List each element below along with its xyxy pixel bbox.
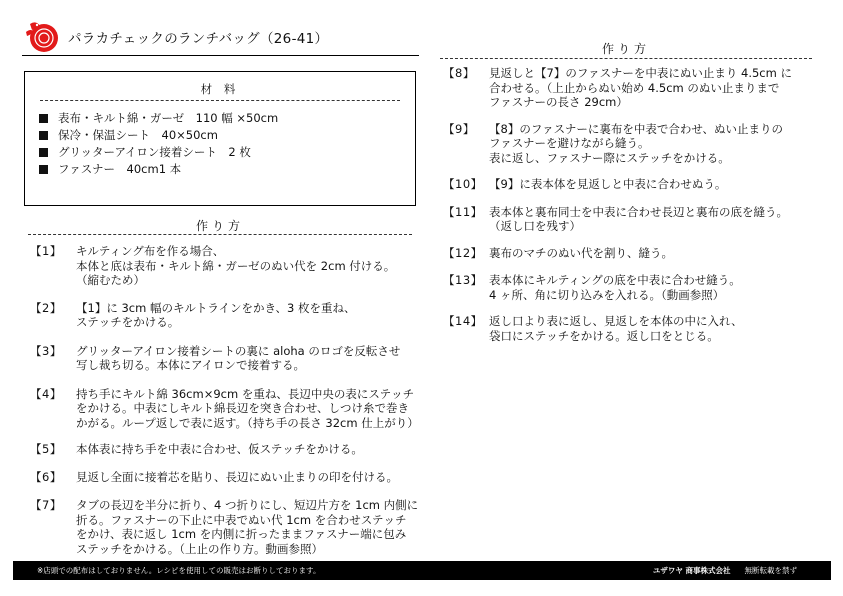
step-number: 【11】 [443,204,483,219]
step-number: 【2】 [30,300,62,315]
step-item [30,470,420,485]
step-line: ステッチをかける。（上止の作り方。動画参照） [76,541,324,556]
company-name: ユザワヤ 商事株式会社 [652,566,731,575]
step-line: 合わせる。（上止からぬい始め 4.5cm のぬい止まりまで [489,80,780,95]
step-number: 【5】 [30,442,62,456]
step-number: 【6】 [30,469,62,484]
step-line: 表に返し、ファスナー際にステッチをかける。 [489,150,730,165]
step-text [76,442,363,457]
instructions-heading-left: 作り方 [195,219,244,233]
step-number: 【12】 [443,245,483,260]
step-text [76,301,356,330]
step-text [489,66,792,110]
square-bullet-icon [39,148,48,157]
step-text [489,177,726,192]
step-line: （返し口を残す） [489,219,581,233]
material-item: 表布・キルト綿・ガーゼ 110 幅 ×50cm [39,110,278,127]
footer-bar [13,561,831,580]
step-text [489,122,783,166]
step-item [30,244,420,288]
materials-box [24,71,416,206]
instructions-divider-right [440,58,812,59]
step-item [30,498,420,556]
instructions-divider-left [28,234,412,235]
step-number: 【3】 [30,343,62,358]
step-line: 表本体と裏布同士を中表に合わせ長辺と裏布の底を縫う。 [489,204,788,219]
materials-divider [40,100,400,101]
material-item: 保冷・保温シート 40×50cm [39,127,278,144]
step-item [30,387,420,431]
step-item [443,66,833,110]
step-line: ステッチをかける。 [76,315,180,329]
step-item [443,205,833,234]
step-line: （縮むため） [76,273,145,287]
copyright-notice: 無断転載を禁ず [744,566,797,575]
step-item [443,314,833,343]
step-text [76,244,395,288]
step-item [30,442,420,457]
step-number: 【13】 [443,273,483,287]
step-line: ファスナーを避けながら縫う。 [489,136,650,150]
step-line: をかける。中表にしキルト綿長辺を突き合わせ、しつけ糸で巻き [76,401,410,415]
materials-list [39,110,278,178]
step-line: 【8】のファスナーに裏布を中表で合わせ、ぬい止まりの [489,121,784,136]
step-line: をかけ、表に返し 1cm を内側に折ったままファスナー端に包み [76,527,407,541]
step-line: 写し裁ち切る。本体にアイロンで接着する。 [76,358,305,372]
step-text [76,387,419,431]
square-bullet-icon [39,131,48,140]
step-text [489,246,673,261]
step-text [76,470,398,485]
step-text [489,273,741,302]
step-line: ファスナーの長さ 29cm） [489,95,628,109]
step-item [443,177,833,192]
step-line: タブの長辺を半分に折り、4 つ折りにし、短辺片方を 1cm 内側に [76,498,419,512]
step-number: 【9】 [443,121,475,136]
footer-notice: ※店頭での配布はしておりません。レシピを使用しての販売はお断りしております。 [37,566,321,575]
step-number: 【14】 [443,314,483,328]
step-line: 返し口より表に返し、見返しを本体の中に入れ、 [489,314,743,328]
step-line: 見返し全面に接着芯を貼り、長辺にぬい止まりの印を付ける。 [76,469,398,484]
right-steps-list [443,66,833,343]
step-line: 見返しと【7】のファスナーを中表にぬい止まり 4.5cm に [489,66,792,80]
step-item [443,122,833,166]
step-line: 折る。ファスナーの下止に中表でぬい代 1cm を合わせステッチ [76,512,407,527]
step-text [76,498,418,556]
step-line: 【9】に表本体を見返しと中表に合わせぬう。 [489,177,727,191]
step-item [443,246,833,261]
step-text [489,205,788,234]
step-number: 【4】 [30,386,62,401]
step-line: 【1】に 3cm 幅のキルトラインをかき、3 枚を重ね、 [76,300,356,315]
step-line: 袋口にステッチをかける。返し口をとじる。 [489,328,719,343]
step-item [443,273,833,302]
step-line: 本体表に持ち手を中表に合わせ、仮ステッチをかける。 [76,442,363,456]
title-underline [22,55,419,56]
step-line: 持ち手にキルト綿 36cm×9cm を重ね、長辺中央の表にステッチ [76,386,415,401]
step-line: 表本体にキルティングの底を中表に合わせ縫う。 [489,273,741,287]
square-bullet-icon [39,165,48,174]
step-number: 【8】 [443,66,475,80]
material-item: ファスナー 40cm1 本 [39,161,278,178]
square-bullet-icon [39,114,48,123]
step-number: 【10】 [443,177,483,191]
brand-logo-icon [22,18,62,54]
step-text [489,314,743,343]
step-line: 本体と底は表布・キルト綿・ガーゼのぬい代を 2cm 付ける。 [76,258,396,273]
material-item: グリッターアイロン接着シート 2 枚 [39,144,278,161]
step-number: 【7】 [30,498,62,512]
instructions-heading-right: 作り方 [601,42,650,56]
step-line: キルティング布を作る場合、 [76,244,225,258]
step-line: かがる。ループ返しで表に返す。（持ち手の長さ 32cm 仕上がり） [76,415,419,430]
document-title: パラカチェックのランチバッグ（26-41） [68,31,329,47]
step-line: 裏布のマチのぬい代を割り、縫う。 [489,245,673,260]
step-line: 4 ヶ所、角に切り込みを入れる。（動画参照） [489,287,725,302]
step-item [30,344,420,373]
step-line: グリッターアイロン接着シートの裏に aloha のロゴを反転させ [76,343,401,358]
step-text [76,344,400,373]
left-steps-list [30,244,420,556]
step-number: 【1】 [30,244,62,258]
step-item [30,301,420,330]
materials-heading: 材 料 [200,82,240,96]
